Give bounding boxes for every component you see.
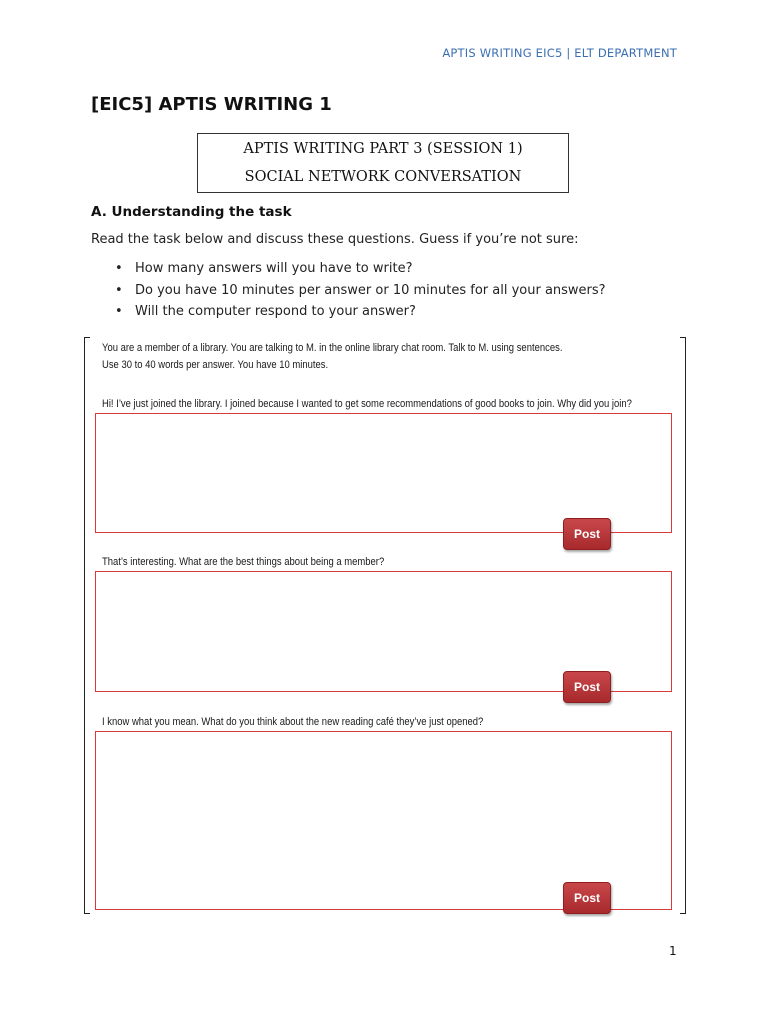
running-header: APTIS WRITING EIC5 | ELT DEPARTMENT (442, 46, 677, 60)
page-number: 1 (669, 944, 677, 958)
answer-box-1[interactable] (95, 413, 672, 533)
list-item (115, 301, 606, 323)
boxed-title-line-1: APTIS WRITING PART 3 (SESSION 1) (243, 141, 523, 157)
question-text: Will the computer respond to your answer? (135, 304, 416, 319)
chat-prompt-3: I know what you mean. What do you think about the new reading café they’ve just opened? (102, 716, 484, 728)
section-intro: Read the task below and discuss these questions. Guess if you’re not sure: (91, 232, 579, 247)
bullet-icon: • (115, 282, 123, 298)
boxed-title (197, 133, 569, 193)
task-instructions-line-2: Use 30 to 40 words per answer. You have 10 minutes. (102, 359, 329, 371)
bullet-icon: • (115, 261, 123, 276)
chat-prompt-2: That’s interesting. What are the best things about being a member? (102, 556, 385, 568)
task-instructions-line-1: You are a member of a library. You are talking to M. in the online library chat room. Talk to M. using sentences. (102, 342, 563, 354)
bullet-icon: • (115, 304, 123, 319)
frame-bracket-right (680, 337, 686, 914)
frame-bracket-left (84, 337, 90, 914)
task-frame (84, 337, 686, 914)
page-title: [EIC5] APTIS WRITING 1 (91, 94, 332, 115)
question-list (115, 258, 606, 323)
chat-prompt-1: Hi! I’ve just joined the library. I joined because I wanted to get some recommendations of good books to join. Why did you join? (102, 398, 632, 410)
question-text: Do you have 10 minutes per answer or 10 minutes for all your answers? (135, 282, 606, 298)
post-button-1[interactable]: Post (563, 518, 611, 550)
section-heading: A. Understanding the task (91, 204, 292, 220)
question-text: How many answers will you have to write? (135, 261, 413, 276)
post-button-3[interactable]: Post (563, 882, 611, 914)
boxed-title-line-2: SOCIAL NETWORK CONVERSATION (244, 169, 522, 185)
post-button-2[interactable]: Post (563, 671, 611, 703)
list-item (115, 280, 606, 302)
list-item (115, 258, 606, 280)
